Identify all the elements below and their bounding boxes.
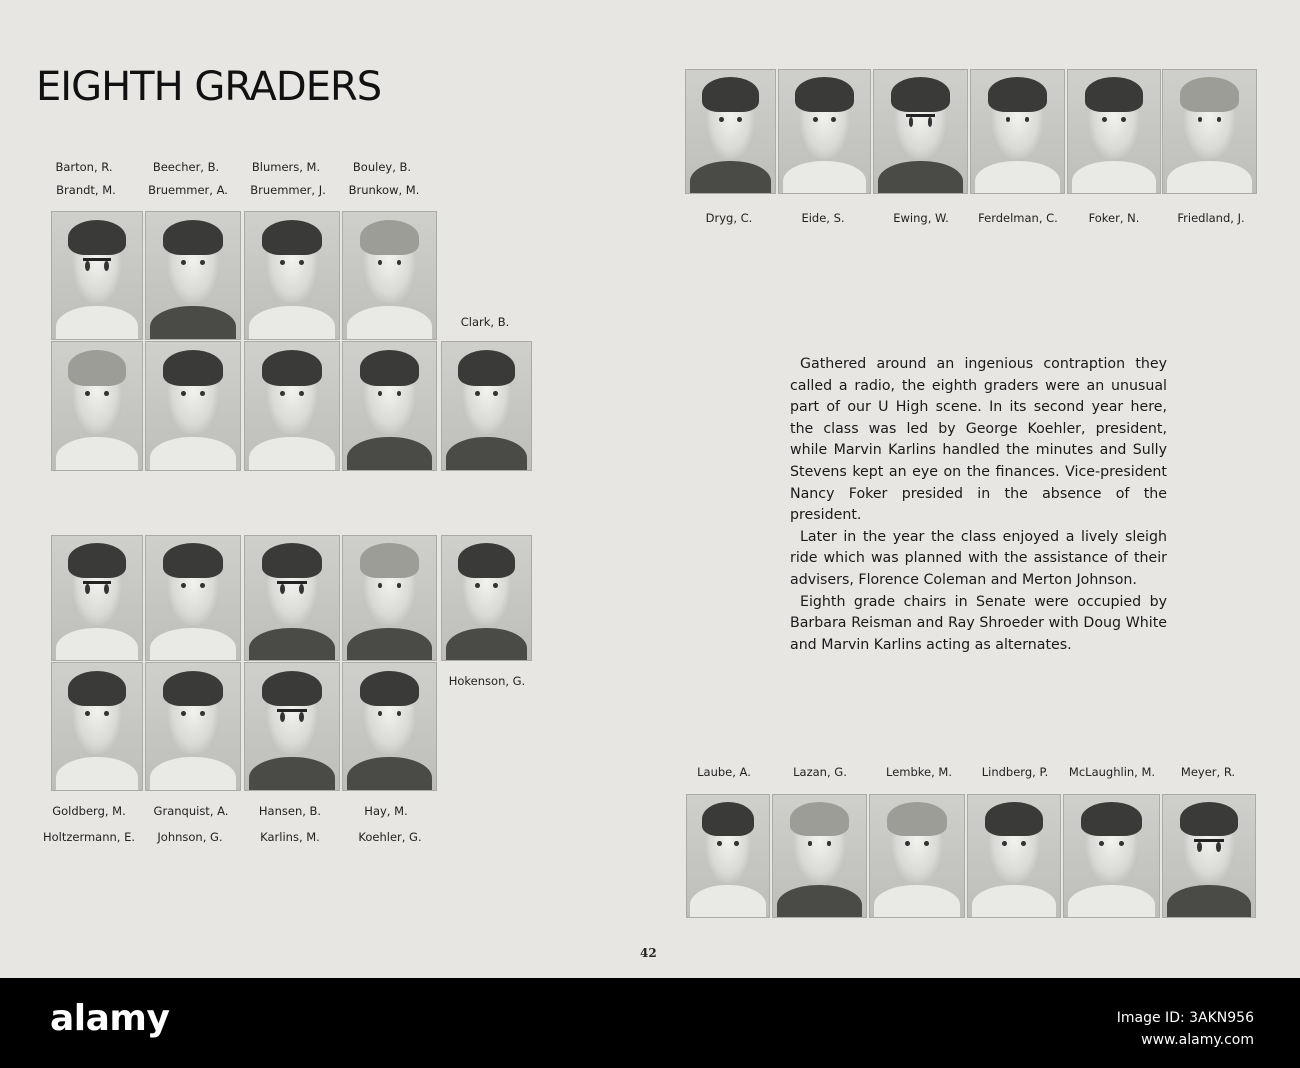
name-label: Dryg, C. [705, 211, 753, 225]
portrait-photo [441, 535, 532, 661]
name-label: Blumers, M. [251, 160, 321, 174]
name-label: Eide, S. [801, 211, 845, 225]
name-label: Brunkow, M. [348, 183, 420, 197]
name-label: Hokenson, G. [448, 674, 526, 688]
alamy-logo: alamy [50, 998, 170, 1039]
name-label: Brandt, M. [56, 183, 116, 197]
portrait-photo [970, 69, 1065, 194]
name-label: Beecher, B. [152, 160, 220, 174]
portrait-photo [145, 662, 241, 791]
name-label: Hansen, B. [258, 804, 322, 818]
name-label: Karlins, M. [260, 830, 320, 844]
portrait-photo [51, 662, 143, 791]
portrait-photo [244, 535, 340, 661]
portrait-photo [244, 211, 340, 340]
watermark-footer [0, 978, 1300, 1068]
name-label: Clark, B. [460, 315, 510, 329]
name-label: Meyer, R. [1180, 765, 1236, 779]
name-label: Goldberg, M. [52, 804, 126, 818]
name-label: Koehler, G. [358, 830, 422, 844]
name-label: Granquist, A. [153, 804, 229, 818]
paragraph: Later in the year the class enjoyed a lively sleigh ride which was planned with the assistance of their advisers, Florence Coleman and Merton Johnson. [790, 528, 1167, 588]
portrait-photo [342, 211, 437, 340]
portrait-photo [342, 535, 437, 661]
portrait-photo [1063, 794, 1160, 918]
portrait-photo [145, 341, 241, 471]
portrait-photo [778, 69, 871, 194]
portrait-photo [51, 341, 143, 471]
name-label: Barton, R. [55, 160, 113, 174]
portrait-photo [244, 662, 340, 791]
name-label: Lindberg, P. [981, 765, 1049, 779]
class-description [790, 354, 1167, 656]
name-label: Lazan, G. [793, 765, 847, 779]
portrait-photo [873, 69, 968, 194]
name-label: Bruemmer, A. [148, 183, 228, 197]
name-label: Foker, N. [1088, 211, 1140, 225]
name-label: Hay, M. [364, 804, 408, 818]
portrait-photo [869, 794, 965, 918]
paragraph: Eighth grade chairs in Senate were occupied by Barbara Reisman and Ray Shroeder with Doug White and Marvin Karlins acting as alternates. [790, 593, 1167, 653]
name-label: Holtzermann, E. [42, 830, 136, 844]
portrait-photo [51, 535, 143, 661]
portrait-photo [772, 794, 867, 918]
image-id: Image ID: 3AKN956 [1116, 1010, 1254, 1026]
name-label: Ewing, W. [893, 211, 949, 225]
portrait-photo [342, 341, 437, 471]
source-url: www.alamy.com [1141, 1032, 1254, 1048]
page-number: 42 [640, 946, 657, 960]
name-label: Johnson, G. [157, 830, 223, 844]
name-label: McLaughlin, M. [1068, 765, 1156, 779]
paragraph: Gathered around an ingenious contraption they called a radio, the eighth graders were an unusual part of our U High scene. In its second year here, the class was led by George Koehler, president, while Marvin Karlins handled the minutes and Sully Stevens kept an eye on the finances. Vice-president Nancy Foker presided in the absence of the president. [790, 356, 1167, 524]
portrait-photo [244, 341, 340, 471]
name-label: Bouley, B. [352, 160, 412, 174]
portrait-photo [145, 211, 241, 340]
portrait-photo [441, 341, 532, 471]
portrait-photo [967, 794, 1061, 918]
portrait-photo [1162, 69, 1257, 194]
name-label: Laube, A. [697, 765, 751, 779]
portrait-photo [1067, 69, 1161, 194]
page-title: EIGHTH GRADERS [36, 64, 382, 110]
name-label: Bruemmer, J. [250, 183, 326, 197]
portrait-photo [686, 794, 770, 918]
name-label: Friedland, J. [1177, 211, 1245, 225]
portrait-photo [145, 535, 241, 661]
name-label: Ferdelman, C. [978, 211, 1058, 225]
name-label: Lembke, M. [886, 765, 952, 779]
portrait-photo [342, 662, 437, 791]
portrait-photo [51, 211, 143, 340]
portrait-photo [1162, 794, 1256, 918]
portrait-photo [685, 69, 776, 194]
